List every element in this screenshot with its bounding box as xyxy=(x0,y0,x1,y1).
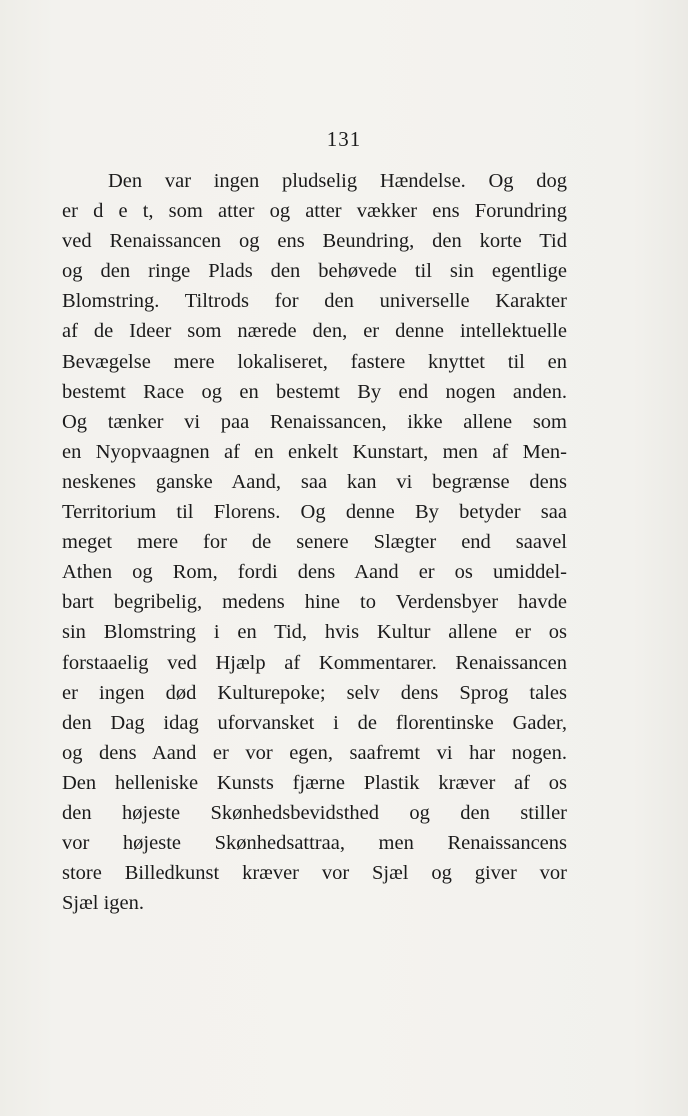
page-number: 131 xyxy=(326,127,362,151)
text-line: Den helleniske Kunsts fjærne Plastik kræver af os xyxy=(62,771,567,794)
text-line: af de Ideer som nærede den, er denne intellektuelle xyxy=(62,320,567,343)
text-line: den højeste Skønhedsbevidsthed og den stiller xyxy=(62,801,567,824)
text-line: Og tænker vi paa Renaissancen, ikke allene som xyxy=(62,410,567,433)
text-line: den Dag idag uforvansket i de florentinske Gader, xyxy=(62,711,567,734)
text-line: vor højeste Skønhedsattraa, men Renaissancens xyxy=(62,832,567,855)
text-line: Den var ingen pludselig Hændelse. Og dog xyxy=(108,170,567,192)
text-line: ved Renaissancen og ens Beundring, den korte Tid xyxy=(62,230,567,253)
text-line: meget mere for de senere Slægter end saavel xyxy=(62,531,567,554)
text-line: neskenes ganske Aand, saa kan vi begrænse dens xyxy=(62,470,567,493)
text-line: Territorium til Florens. Og denne By betyder saa xyxy=(62,501,567,524)
text-line: Bevægelse mere lokaliseret, fastere knyttet til en xyxy=(62,350,567,373)
text-line: er d e t, som atter og atter vækker ens Forundring xyxy=(62,200,567,223)
text-line: og den ringe Plads den behøvede til sin egentlige xyxy=(62,260,567,283)
text-line: er ingen død Kulturepoke; selv dens Sprog tales xyxy=(62,681,567,704)
text-line: bart begribelig, medens hine to Verdensbyer havde xyxy=(62,591,567,614)
text-line: Athen og Rom, fordi dens Aand er os umiddel- xyxy=(62,561,567,584)
body-paragraph xyxy=(62,166,567,918)
text-line: bestemt Race og en bestemt By end nogen anden. xyxy=(62,380,567,403)
text-line: sin Blomstring i en Tid, hvis Kultur allene er os xyxy=(62,621,567,644)
text-line: forstaaelig ved Hjælp af Kommentarer. Renaissancen xyxy=(62,651,567,674)
text-line: Blomstring. Tiltrods for den universelle Karakter xyxy=(62,290,567,313)
text-line: store Billedkunst kræver vor Sjæl og giver vor xyxy=(62,862,567,885)
text-line: en Nyopvaagnen af en enkelt Kunstart, men af Men- xyxy=(62,440,567,463)
text-line: og dens Aand er vor egen, saafremt vi har nogen. xyxy=(62,741,567,764)
text-line: Sjæl igen. xyxy=(62,892,145,915)
